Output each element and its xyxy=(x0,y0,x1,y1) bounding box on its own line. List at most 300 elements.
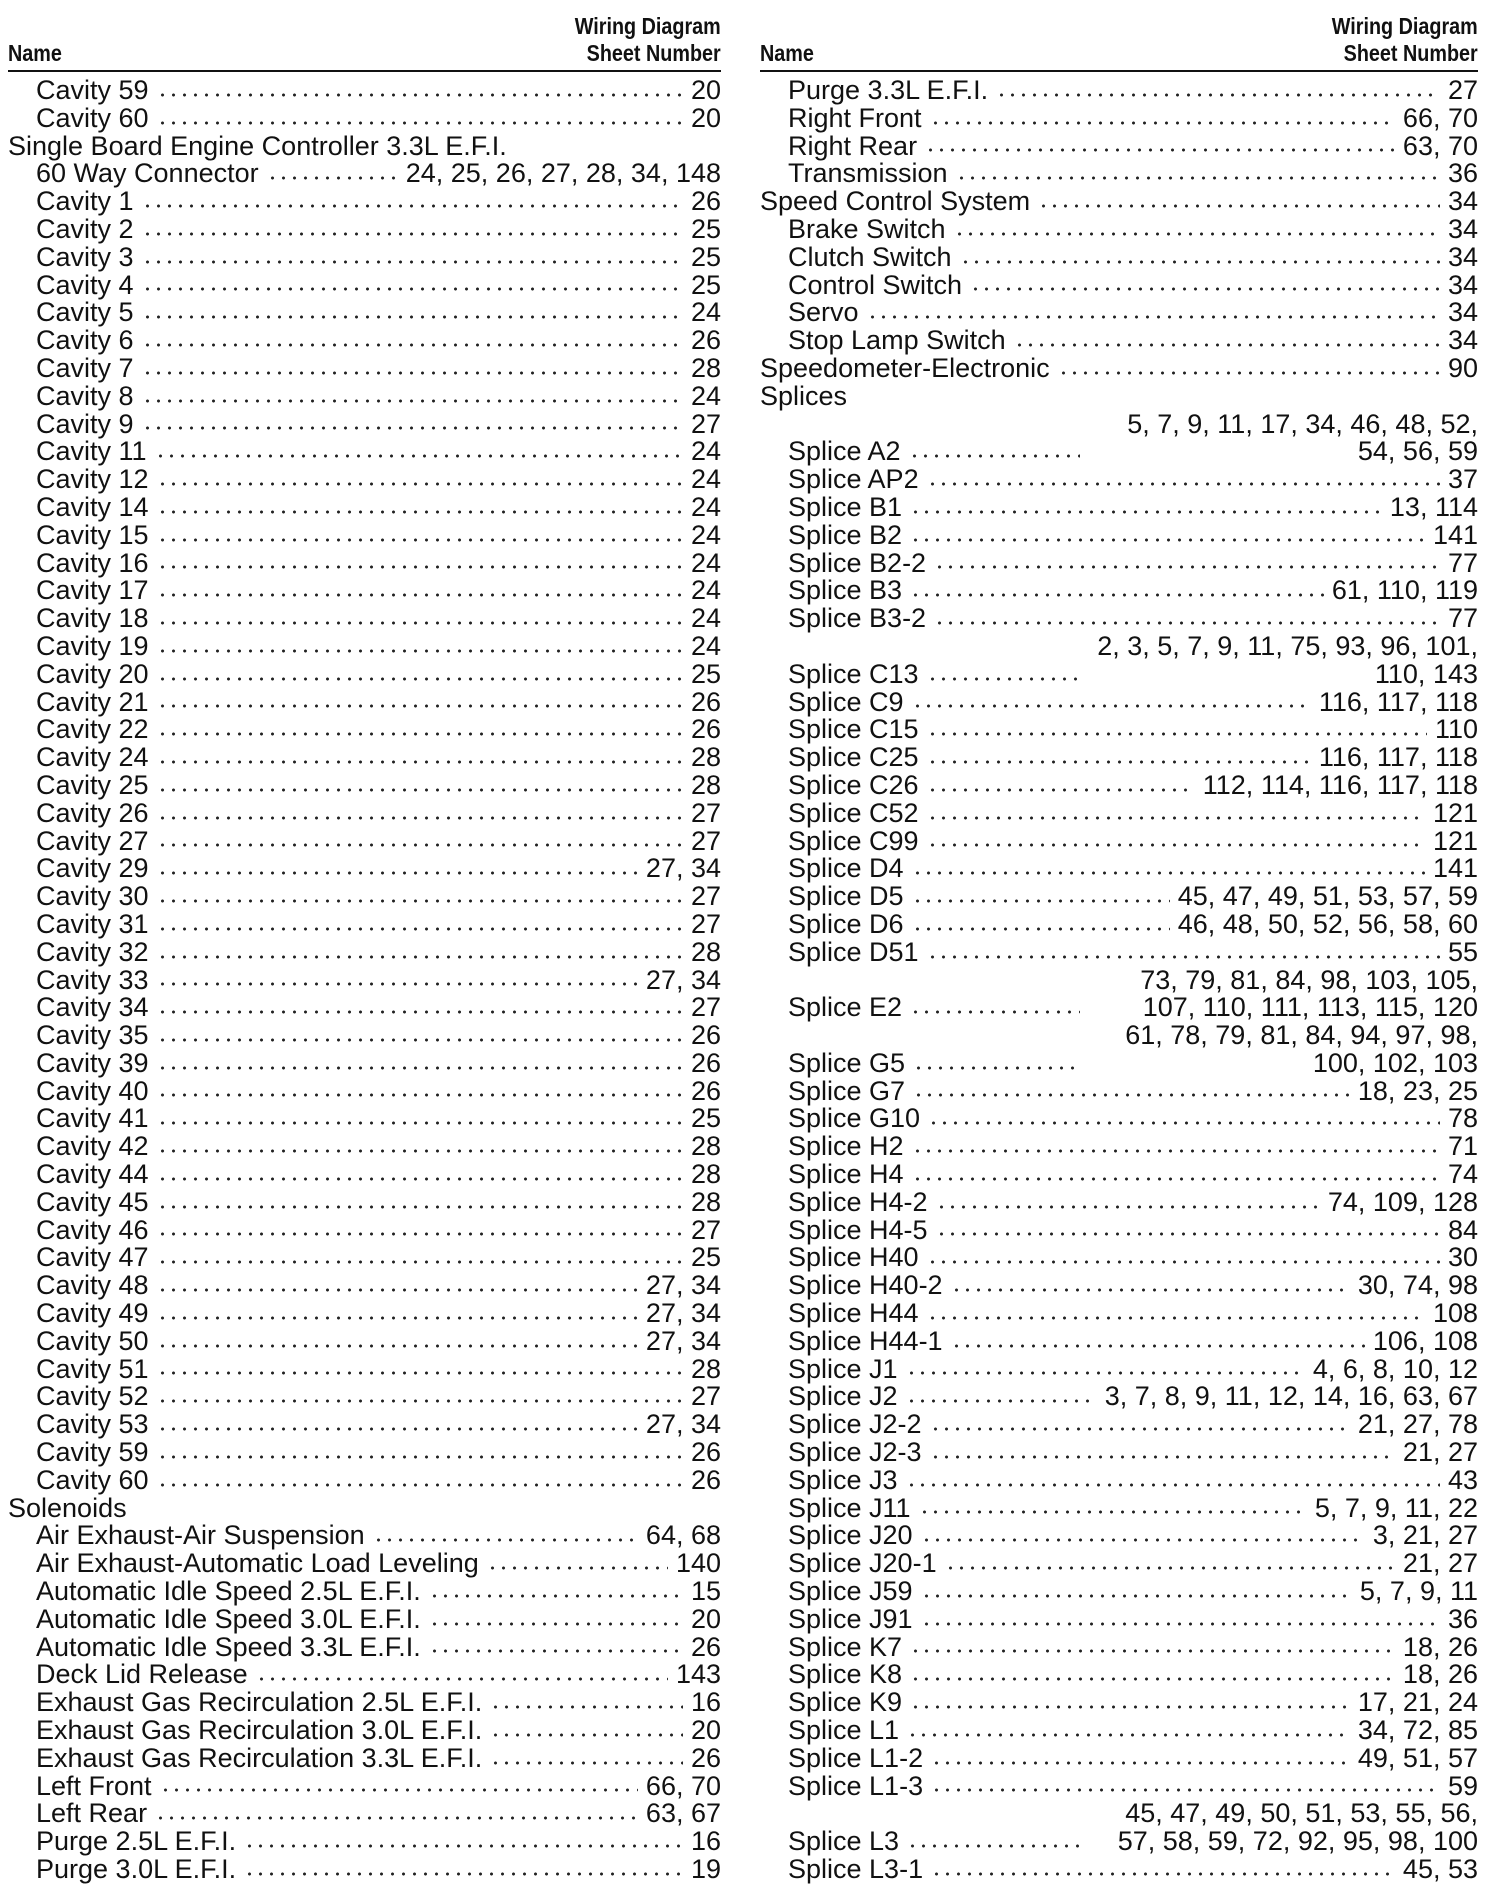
entry-name: Cavity 8 xyxy=(36,380,134,411)
dot-leader xyxy=(927,676,1080,682)
entry-name: Deck Lid Release xyxy=(36,1659,248,1690)
entry-name: Splice J91 xyxy=(788,1603,913,1634)
index-entry xyxy=(760,160,1478,188)
right-index-column xyxy=(760,6,1478,1884)
dot-leader xyxy=(157,731,683,737)
index-entry xyxy=(760,686,1478,717)
dot-leader xyxy=(157,1454,683,1460)
dot-leader xyxy=(142,314,683,320)
index-entry xyxy=(8,1022,721,1050)
dot-leader xyxy=(927,759,1311,765)
entry-name: Speedometer-Electronic xyxy=(760,352,1050,383)
dot-leader xyxy=(157,592,683,598)
entry-name: Purge 3.0L E.F.I. xyxy=(36,1854,237,1884)
entry-name: Splice K8 xyxy=(788,1659,903,1690)
dot-leader xyxy=(906,1482,1440,1488)
sheet-numbers: 74, 109, 128 xyxy=(1327,1186,1478,1217)
dot-leader xyxy=(157,898,683,904)
index-entry xyxy=(8,352,721,383)
sheet-numbers: 28 xyxy=(690,1131,721,1162)
sheet-numbers: 28 xyxy=(690,742,721,773)
sheet-numbers: 25 xyxy=(690,213,721,244)
sheet-numbers: 2, 3, 5, 7, 9, 11, 75, 93, 96, 101, 110, 143 xyxy=(1097,630,1478,689)
entry-name: Cavity 44 xyxy=(36,1159,149,1190)
dot-leader xyxy=(910,1704,1350,1710)
dot-leader xyxy=(927,731,1427,737)
dot-leader xyxy=(927,1315,1425,1321)
index-entry xyxy=(8,213,721,244)
column-header xyxy=(8,6,721,72)
sheet-numbers: 140 xyxy=(675,1548,721,1579)
index-entry xyxy=(8,1603,721,1634)
index-entry xyxy=(760,466,1478,494)
sheet-numbers: 27 xyxy=(690,1381,721,1412)
dot-leader xyxy=(921,1621,1440,1627)
entry-name: Air Exhaust-Air Suspension xyxy=(36,1520,365,1551)
index-section-heading xyxy=(760,380,1478,411)
dot-leader xyxy=(912,1176,1440,1182)
dot-leader xyxy=(157,1009,683,1015)
dot-leader xyxy=(157,981,638,987)
sheet-numbers: 15 xyxy=(690,1576,721,1607)
sheet-numbers: 110 xyxy=(1434,714,1478,745)
index-entry xyxy=(8,438,721,466)
entry-name: Cavity 18 xyxy=(36,603,149,634)
dot-leader xyxy=(912,703,1311,709)
sheet-numbers: 26 xyxy=(690,186,721,217)
sheet-numbers: 36 xyxy=(1447,158,1478,189)
entry-name: Cavity 17 xyxy=(36,575,149,606)
index-entry xyxy=(8,547,721,578)
dot-leader xyxy=(157,926,683,932)
sheet-numbers: 78 xyxy=(1447,1103,1478,1134)
entry-name: Splice G7 xyxy=(788,1075,906,1106)
index-entry xyxy=(760,491,1478,522)
sheet-heading-line-2: Sheet Number xyxy=(586,40,721,66)
dot-leader xyxy=(1038,203,1440,209)
index-entry xyxy=(760,825,1478,856)
sheet-numbers: 43 xyxy=(1447,1464,1478,1495)
entry-name: Splice L1-3 xyxy=(788,1770,924,1801)
entry-name: Splice D5 xyxy=(788,881,904,912)
entry-name: Automatic Idle Speed 2.5L E.F.I. xyxy=(36,1576,421,1607)
entry-name: Clutch Switch xyxy=(788,241,952,272)
index-entry xyxy=(8,1742,721,1773)
entry-name: Splice B3-2 xyxy=(788,603,927,634)
dot-leader xyxy=(910,509,1382,515)
dot-leader xyxy=(429,1648,683,1654)
index-entry xyxy=(8,686,721,717)
entry-name: Control Switch xyxy=(788,269,963,300)
sheet-numbers: 37 xyxy=(1447,464,1478,495)
sheet-numbers: 106, 108 xyxy=(1372,1325,1478,1356)
dot-leader xyxy=(996,92,1440,98)
sheet-numbers: 61, 78, 79, 81, 84, 94, 97, 98, 100, 102, 103 xyxy=(1125,1020,1478,1078)
entry-name: Cavity 2 xyxy=(36,213,134,244)
sheet-numbers: 5, 7, 9, 11, 17, 34, 46, 48, 52, 54, 56, 59 xyxy=(1127,408,1478,467)
sheet-numbers: 34 xyxy=(1447,186,1478,217)
sheet-numbers: 71 xyxy=(1447,1131,1478,1162)
index-entry xyxy=(760,1689,1478,1717)
entry-name: Splice H4 xyxy=(788,1159,904,1190)
index-entry xyxy=(8,1439,721,1467)
index-entry xyxy=(8,908,721,939)
entry-name: Splice H2 xyxy=(788,1131,904,1162)
dot-leader xyxy=(155,453,683,459)
entry-name: Right Rear xyxy=(788,130,918,161)
sheet-numbers: 13, 114 xyxy=(1389,491,1478,522)
index-entry xyxy=(760,1631,1478,1662)
entry-name: Cavity 33 xyxy=(36,964,149,995)
index-entry xyxy=(760,1272,1478,1300)
sheet-numbers: 24 xyxy=(690,519,721,550)
sheet-numbers: 77 xyxy=(1447,547,1478,578)
index-entry xyxy=(760,1133,1478,1161)
sheet-numbers: 73, 79, 81, 84, 98, 103, 105, 107, 110, 111, 113, 115, 120 xyxy=(1140,964,1478,1023)
entry-name: Servo xyxy=(788,297,859,328)
dot-leader xyxy=(157,1482,683,1488)
dot-leader xyxy=(157,1037,683,1043)
entry-name: Splice H4-5 xyxy=(788,1214,928,1245)
entry-name: 60 Way Connector xyxy=(36,158,259,189)
index-entry xyxy=(8,658,721,689)
dot-leader xyxy=(373,1537,638,1543)
dot-leader xyxy=(927,1259,1440,1265)
dot-leader xyxy=(907,1843,1080,1849)
entry-name: Splice J3 xyxy=(788,1464,898,1495)
index-entry xyxy=(760,716,1478,744)
dot-leader xyxy=(157,1176,683,1182)
sheet-numbers: 5, 7, 9, 11, 22 xyxy=(1314,1492,1478,1523)
entry-name: Splice C99 xyxy=(788,825,919,856)
entry-name: Cavity 20 xyxy=(36,658,149,689)
index-entry xyxy=(760,630,1478,689)
sheet-numbers: 3, 21, 27 xyxy=(1372,1520,1478,1551)
sheet-numbers: 34 xyxy=(1447,213,1478,244)
sheet-numbers: 27, 34 xyxy=(645,964,721,995)
index-entry xyxy=(8,1770,721,1801)
dot-leader xyxy=(921,1593,1352,1599)
sheet-numbers: 25 xyxy=(690,1103,721,1134)
dot-leader xyxy=(142,370,683,376)
sheet-numbers: 27, 34 xyxy=(645,1270,721,1301)
entry-name: Cavity 49 xyxy=(36,1298,149,1329)
sheet-numbers: 26 xyxy=(690,1075,721,1106)
dot-leader xyxy=(954,231,1440,237)
sheet-numbers: 63, 70 xyxy=(1402,130,1478,161)
name-column-heading: Name xyxy=(8,40,62,66)
dot-leader xyxy=(912,1148,1440,1154)
dot-leader xyxy=(931,1871,1395,1877)
entry-name: Cavity 41 xyxy=(36,1103,149,1134)
dot-leader xyxy=(244,1843,683,1849)
index-entry xyxy=(760,327,1478,355)
dot-leader xyxy=(970,286,1440,292)
sheet-numbers: 26 xyxy=(690,714,721,745)
sheet-numbers: 24 xyxy=(690,436,721,467)
dot-leader xyxy=(157,1120,683,1126)
entry-name: Cavity 11 xyxy=(36,436,147,467)
index-entry xyxy=(8,1075,721,1106)
index-entry xyxy=(8,1244,721,1272)
index-entry xyxy=(760,1075,1478,1106)
dot-leader xyxy=(142,286,683,292)
index-entry xyxy=(8,1383,721,1411)
dot-leader xyxy=(157,481,683,487)
sheet-numbers: 28 xyxy=(690,1159,721,1190)
index-entry xyxy=(8,1661,721,1689)
dot-leader xyxy=(157,759,683,765)
index-entry xyxy=(8,1411,721,1439)
dot-leader xyxy=(909,453,1080,459)
index-entry xyxy=(8,408,721,439)
entry-name: Splice J2-2 xyxy=(788,1409,922,1440)
entry-name: Cavity 60 xyxy=(36,102,149,133)
sheet-numbers: 24 xyxy=(690,630,721,661)
dot-leader xyxy=(157,870,638,876)
index-entry xyxy=(8,1631,721,1662)
entry-name: Cavity 59 xyxy=(36,1437,149,1468)
sheet-numbers: 121 xyxy=(1432,797,1478,828)
index-entry xyxy=(760,1742,1478,1773)
dot-leader xyxy=(142,425,683,431)
index-entry xyxy=(760,964,1478,1023)
index-entry xyxy=(8,1161,721,1189)
sheet-numbers: 28 xyxy=(690,936,721,967)
index-entry xyxy=(8,1550,721,1578)
index-entry xyxy=(8,1828,721,1856)
sheet-numbers: 21, 27 xyxy=(1402,1548,1478,1579)
sheet-numbers: 17, 21, 24 xyxy=(1357,1687,1478,1718)
sheet-numbers: 74 xyxy=(1447,1159,1478,1190)
entry-name: Cavity 9 xyxy=(36,408,134,439)
entry-name: Transmission xyxy=(788,158,948,189)
entry-name: Cavity 15 xyxy=(36,519,149,550)
sheet-numbers: 90 xyxy=(1447,352,1478,383)
dot-leader xyxy=(930,1426,1350,1432)
index-entry xyxy=(8,102,721,133)
dot-leader xyxy=(157,1148,683,1154)
index-entry xyxy=(8,1186,721,1217)
sheet-number-heading xyxy=(1332,13,1478,67)
index-entry xyxy=(8,241,721,272)
entry-name: Cavity 35 xyxy=(36,1020,149,1051)
dot-leader xyxy=(936,1231,1440,1237)
sheet-numbers: 16 xyxy=(690,1826,721,1857)
sheet-numbers: 26 xyxy=(690,325,721,356)
index-entry xyxy=(8,1133,721,1161)
dot-leader xyxy=(927,815,1425,821)
sheet-numbers: 27 xyxy=(690,797,721,828)
index-entry xyxy=(760,213,1478,244)
dot-leader xyxy=(945,1565,1395,1571)
dot-leader xyxy=(157,1370,683,1376)
index-entry xyxy=(760,1325,1478,1356)
entry-name: Cavity 42 xyxy=(36,1131,149,1162)
sheet-numbers: 3, 7, 8, 9, 11, 12, 14, 16, 63, 67 xyxy=(1104,1381,1478,1412)
entry-name: Exhaust Gas Recirculation 3.3L E.F.I. xyxy=(36,1742,483,1773)
index-entry xyxy=(760,1603,1478,1634)
entry-name: Splice G10 xyxy=(788,1103,921,1134)
index-entry xyxy=(8,883,721,911)
index-entry xyxy=(760,102,1478,133)
entry-name: Brake Switch xyxy=(788,213,946,244)
index-entry xyxy=(8,1800,721,1828)
dot-leader xyxy=(267,175,398,181)
dot-leader xyxy=(927,842,1425,848)
dot-leader xyxy=(490,1704,683,1710)
index-entry xyxy=(8,936,721,967)
entry-name: Purge 2.5L E.F.I. xyxy=(36,1826,237,1857)
entry-name: Splice C13 xyxy=(788,658,919,689)
sheet-numbers: 24 xyxy=(690,464,721,495)
sheet-numbers: 143 xyxy=(675,1659,721,1690)
sheet-numbers: 26 xyxy=(690,1437,721,1468)
entry-name: Cavity 34 xyxy=(36,992,149,1023)
sheet-numbers: 63, 67 xyxy=(645,1798,721,1829)
sheet-numbers: 66, 70 xyxy=(645,1770,721,1801)
sheet-numbers: 25 xyxy=(690,241,721,272)
index-entry xyxy=(760,352,1478,383)
entry-name: Splice C9 xyxy=(788,686,904,717)
index-entry xyxy=(760,1161,1478,1189)
entry-name: Splice J2-3 xyxy=(788,1437,922,1468)
index-entry xyxy=(8,269,721,300)
sheet-numbers: 55 xyxy=(1447,936,1478,967)
index-entry xyxy=(8,716,721,744)
entry-name: Cavity 60 xyxy=(36,1464,149,1495)
sheet-numbers: 30, 74, 98 xyxy=(1357,1270,1478,1301)
index-entry xyxy=(760,883,1478,911)
sheet-numbers: 27 xyxy=(690,1214,721,1245)
sheet-numbers: 46, 48, 50, 52, 56, 58, 60 xyxy=(1177,908,1478,939)
sheet-numbers: 16 xyxy=(690,1687,721,1718)
dot-leader xyxy=(928,1120,1440,1126)
index-entry xyxy=(760,605,1478,633)
index-entry xyxy=(8,1214,721,1245)
sheet-numbers: 20 xyxy=(690,75,721,105)
index-entry xyxy=(760,1550,1478,1578)
index-entry xyxy=(8,1325,721,1356)
dot-leader xyxy=(906,1370,1305,1376)
index-entry xyxy=(8,1856,721,1884)
entry-name: Splice J20-1 xyxy=(788,1548,937,1579)
entry-name: Cavity 6 xyxy=(36,325,134,356)
index-section-heading xyxy=(8,130,721,161)
index-entry xyxy=(760,241,1478,272)
left-index-column xyxy=(8,6,721,1884)
sheet-numbers: 116, 117, 118 xyxy=(1318,686,1478,717)
dot-leader xyxy=(930,1454,1395,1460)
sheet-numbers: 26 xyxy=(690,686,721,717)
sheet-numbers: 27 xyxy=(690,992,721,1023)
entry-name: Exhaust Gas Recirculation 2.5L E.F.I. xyxy=(36,1687,483,1718)
sheet-numbers: 28 xyxy=(690,769,721,800)
sheet-numbers: 24, 25, 26, 27, 28, 34, 148 xyxy=(405,158,721,189)
sheet-numbers: 64, 68 xyxy=(645,1520,721,1551)
sheet-numbers: 84 xyxy=(1447,1214,1478,1245)
sheet-numbers: 28 xyxy=(690,1186,721,1217)
dot-leader xyxy=(157,1343,638,1349)
sheet-number-heading xyxy=(575,13,721,67)
sheet-numbers: 141 xyxy=(1432,519,1478,550)
index-section-heading xyxy=(8,1492,721,1523)
entry-name: Right Front xyxy=(788,102,922,133)
entry-name: Splice C25 xyxy=(788,742,919,773)
index-entry xyxy=(760,1578,1478,1606)
sheet-numbers: 24 xyxy=(690,575,721,606)
dot-leader xyxy=(157,1398,683,1404)
sheet-heading-line-1: Wiring Diagram xyxy=(575,13,721,39)
index-entry xyxy=(760,408,1478,467)
dot-leader xyxy=(157,815,683,821)
dot-leader xyxy=(907,1732,1350,1738)
sheet-numbers: 27 xyxy=(690,408,721,439)
dot-leader xyxy=(956,175,1440,181)
dot-leader xyxy=(931,1787,1440,1793)
entry-name: Cavity 5 xyxy=(36,297,134,328)
entry-name: Cavity 31 xyxy=(36,908,149,939)
dot-leader xyxy=(244,1871,683,1877)
dot-leader xyxy=(157,1287,638,1293)
entry-name: Cavity 19 xyxy=(36,630,149,661)
dot-leader xyxy=(157,120,683,126)
dot-leader xyxy=(490,1760,683,1766)
sheet-numbers: 27 xyxy=(690,908,721,939)
entry-name: Cavity 12 xyxy=(36,464,149,495)
entry-name: Splice K7 xyxy=(788,1631,903,1662)
dot-leader xyxy=(913,1092,1350,1098)
entry-name: Automatic Idle Speed 3.3L E.F.I. xyxy=(36,1631,421,1662)
sheet-numbers: 18, 23, 25 xyxy=(1357,1075,1478,1106)
entry-name: Splice H4-2 xyxy=(788,1186,928,1217)
sheet-numbers: 25 xyxy=(690,269,721,300)
sheet-numbers: 18, 26 xyxy=(1402,1631,1478,1662)
dot-leader xyxy=(157,1315,638,1321)
index-entry xyxy=(8,1578,721,1606)
sheet-numbers: 34 xyxy=(1447,269,1478,300)
entry-name: Splice B3 xyxy=(788,575,903,606)
dot-leader xyxy=(157,648,683,654)
dot-leader xyxy=(157,1426,638,1432)
index-entry xyxy=(8,491,721,522)
sheet-numbers: 4, 6, 8, 10, 12 xyxy=(1312,1353,1478,1384)
entry-name: Splice J20 xyxy=(788,1520,913,1551)
dot-leader xyxy=(919,1509,1307,1515)
index-entry xyxy=(760,1661,1478,1689)
entry-name: Splice J2 xyxy=(788,1381,898,1412)
entry-name: Splice E2 xyxy=(788,992,903,1023)
dot-leader xyxy=(142,203,683,209)
entry-name: Air Exhaust-Automatic Load Leveling xyxy=(36,1548,479,1579)
column-header xyxy=(760,6,1478,72)
dot-leader xyxy=(951,1287,1350,1293)
entry-name: Splice H44 xyxy=(788,1298,919,1329)
index-entry xyxy=(760,519,1478,550)
sheet-numbers: 26 xyxy=(690,1742,721,1773)
index-entry xyxy=(760,269,1478,300)
index-entry xyxy=(760,908,1478,939)
entry-name: Cavity 52 xyxy=(36,1381,149,1412)
index-entry xyxy=(760,1800,1478,1856)
sheet-numbers: 45, 53 xyxy=(1402,1854,1478,1884)
index-entry xyxy=(760,1353,1478,1384)
dot-leader xyxy=(910,1676,1395,1682)
entry-name: Cavity 4 xyxy=(36,269,134,300)
sheet-numbers: 25 xyxy=(690,658,721,689)
entry-name: Splice H44-1 xyxy=(788,1325,943,1356)
index-entry xyxy=(8,964,721,995)
